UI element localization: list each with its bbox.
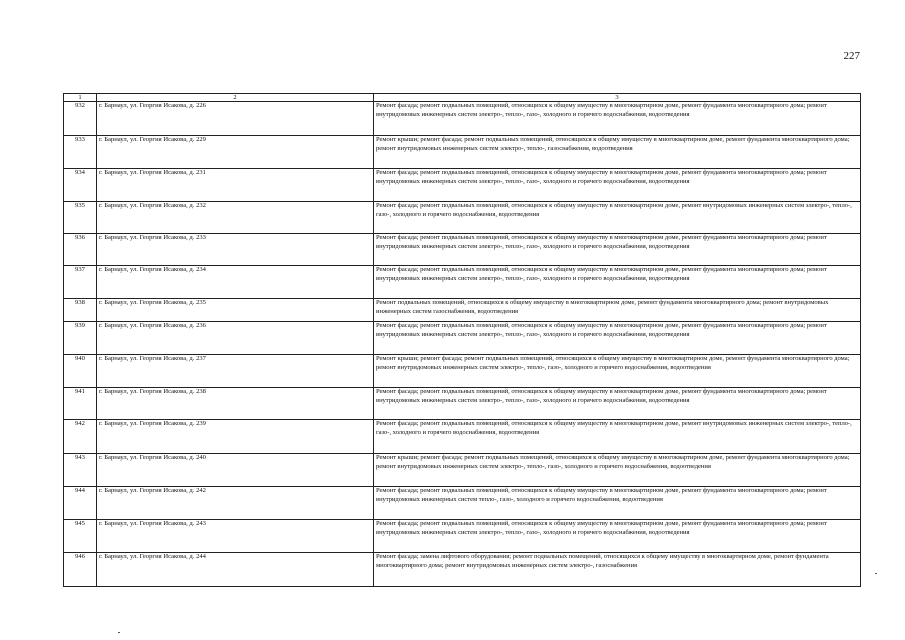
row-number: 937	[64, 266, 97, 299]
table-row	[64, 169, 861, 202]
table-row	[64, 420, 861, 454]
row-address: г. Барнаул, ул. Георгия Исакова, д. 236	[97, 322, 374, 355]
table-row	[64, 202, 861, 234]
row-works: Ремонт фасада; ремонт подвальных помещений, относящихся к общему имуществу в многоквартирном доме, ремонт фундамента многоквартирного дома; ремонт внутридомовых инженерных систем тепло-, газо-, холодного и горячего водоснабжения, водоотведения	[374, 487, 861, 520]
row-works: Ремонт фасада; ремонт подвальных помещений, относящихся к общему имуществу в многоквартирном доме, ремонт фундамента многоквартирного дома; ремонт внутридомовых инженерных систем электро-, тепло-, газо-, холодного и горячего водоснабжения, водоотведения	[374, 102, 861, 136]
table-row	[64, 355, 861, 388]
table-row	[64, 299, 861, 322]
row-works: Ремонт фасада; ремонт подвальных помещений, относящихся к общему имуществу в многоквартирном доме, ремонт фундамента многоквартирного дома; ремонт внутридомовых инженерных систем электро-, тепло-, газо-, холодного и горячего водоснабжения, водоотведения	[374, 169, 861, 202]
header-col-2: 2	[97, 94, 374, 102]
row-number: 943	[64, 454, 97, 487]
row-number: 934	[64, 169, 97, 202]
row-works: Ремонт крыши; ремонт фасада; ремонт подвальных помещений, относящихся к общему имуществу в многоквартирном доме, ремонт фундамента многоквартирного дома; ремонт внутридомовых инженерных систем электро-, тепло-, газо-, холодного и горячего водоснабжения, водоотведения	[374, 355, 861, 388]
row-number: 941	[64, 388, 97, 420]
row-number: 939	[64, 322, 97, 355]
row-number: 933	[64, 136, 97, 169]
row-address: г. Барнаул, ул. Георгия Исакова, д. 238	[97, 388, 374, 420]
row-address: г. Барнаул, ул. Георгия Исакова, д. 244	[97, 553, 374, 587]
row-works: Ремонт подвальных помещений, относящихся к общему имуществу в многоквартирном доме, ремонт фундамента многоквартирного дома; ремонт внутридомовых инженерных систем газоснабжения, водоотведения	[374, 299, 861, 322]
row-works: Ремонт фасада; ремонт подвальных помещений, относящихся к общему имуществу в многоквартирном доме, ремонт фундамента многоквартирного дома; ремонт внутридомовых инженерных систем электро-, тепло-, газо-, холодного и горячего водоснабжения, водоотведения	[374, 234, 861, 266]
row-address: г. Барнаул, ул. Георгия Исакова, д. 239	[97, 420, 374, 454]
row-number: 936	[64, 234, 97, 266]
table-header-row	[64, 94, 861, 102]
row-works: Ремонт фасада; ремонт подвальных помещений, относящихся к общему имуществу в многоквартирном доме, ремонт фундамента многоквартирного дома; ремонт внутридомовых инженерных систем электро-, тепло-, газо-, холодного и горячего водоснабжения, водоотведения	[374, 388, 861, 420]
row-works: Ремонт фасада; ремонт подвальных помещений, относящихся к общему имуществу в многоквартирном доме, ремонт внутридомовых инженерных систем электро-, тепло-, газо-, холодного и горячего водоснабжения, водоотведения	[374, 202, 861, 234]
row-address: г. Барнаул, ул. Георгия Исакова, д. 233	[97, 234, 374, 266]
scan-speck	[118, 632, 120, 633]
table-row	[64, 487, 861, 520]
table-row	[64, 266, 861, 299]
row-address: г. Барнаул, ул. Георгия Исакова, д. 226	[97, 102, 374, 136]
row-address: г. Барнаул, ул. Георгия Исакова, д. 232	[97, 202, 374, 234]
table-row	[64, 454, 861, 487]
page-number: 227	[843, 50, 860, 62]
row-works: Ремонт фасада; ремонт подвальных помещений, относящихся к общему имуществу в многоквартирном доме, ремонт внутридомовых инженерных систем электро-, тепло-, газо-, холодного и горячего водоснабжения, водоотведения	[374, 420, 861, 454]
scan-speck	[875, 573, 877, 574]
table-row	[64, 234, 861, 266]
row-works: Ремонт фасада; ремонт подвальных помещений, относящихся к общему имуществу в многоквартирном доме, ремонт фундамента многоквартирного дома; ремонт внутридомовых инженерных систем электро-, тепло-, газо-, холодного и горячего водоснабжения, водоотведения	[374, 520, 861, 553]
row-number: 940	[64, 355, 97, 388]
table-row	[64, 102, 861, 136]
row-number: 944	[64, 487, 97, 520]
row-works: Ремонт крыши; ремонт фасада; ремонт подвальных помещений, относящихся к общему имуществу в многоквартирном доме, ремонт фундамента многоквартирного дома; ремонт внутридомовых инженерных систем электро-, тепло-, газоснабжения, водоотведения	[374, 136, 861, 169]
row-works: Ремонт фасада; ремонт подвальных помещений, относящихся к общему имуществу в многоквартирном доме, ремонт фундамента многоквартирного дома; ремонт внутридомовых инженерных систем электро-, тепло-, газо-, холодного и горячего водоснабжения, водоотведения	[374, 322, 861, 355]
row-address: г. Барнаул, ул. Георгия Исакова, д. 240	[97, 454, 374, 487]
table-row	[64, 136, 861, 169]
row-works: Ремонт фасада; замена лифтового оборудования; ремонт подвальных помещений, относящихся к общему имуществу в многоквартирном доме, ремонт фундамента многоквартирного дома; ремонт внутридомовых инженерных систем электро-, газоснабжения	[374, 553, 861, 587]
row-address: г. Барнаул, ул. Георгия Исакова, д. 237	[97, 355, 374, 388]
table-row	[64, 520, 861, 553]
row-number: 945	[64, 520, 97, 553]
row-number: 942	[64, 420, 97, 454]
table-row	[64, 553, 861, 587]
row-address: г. Барнаул, ул. Георгия Исакова, д. 242	[97, 487, 374, 520]
header-col-1: 1	[64, 94, 97, 102]
row-number: 932	[64, 102, 97, 136]
row-address: г. Барнаул, ул. Георгия Исакова, д. 243	[97, 520, 374, 553]
row-works: Ремонт фасада; ремонт подвальных помещений, относящихся к общему имуществу в многоквартирном доме, ремонт фундамента многоквартирного дома; ремонт внутридомовых инженерных систем электро-, тепло-, газо-, холодного и горячего водоснабжения, водоотведения	[374, 266, 861, 299]
row-address: г. Барнаул, ул. Георгия Исакова, д. 231	[97, 169, 374, 202]
row-number: 935	[64, 202, 97, 234]
row-number: 938	[64, 299, 97, 322]
table-row	[64, 322, 861, 355]
row-address: г. Барнаул, ул. Георгия Исакова, д. 229	[97, 136, 374, 169]
row-address: г. Барнаул, ул. Георгия Исакова, д. 235	[97, 299, 374, 322]
header-col-3: 3	[374, 94, 861, 102]
table-row	[64, 388, 861, 420]
repair-works-table	[63, 93, 861, 587]
row-address: г. Барнаул, ул. Георгия Исакова, д. 234	[97, 266, 374, 299]
row-number: 946	[64, 553, 97, 587]
row-works: Ремонт крыши; ремонт фасада; ремонт подвальных помещений, относящихся к общему имуществу в многоквартирном доме, ремонт фундамента многоквартирного дома; ремонт внутридомовых инженерных систем электро-, тепло-, газо-, холодного и горячего водоснабжения, водоотведения	[374, 454, 861, 487]
